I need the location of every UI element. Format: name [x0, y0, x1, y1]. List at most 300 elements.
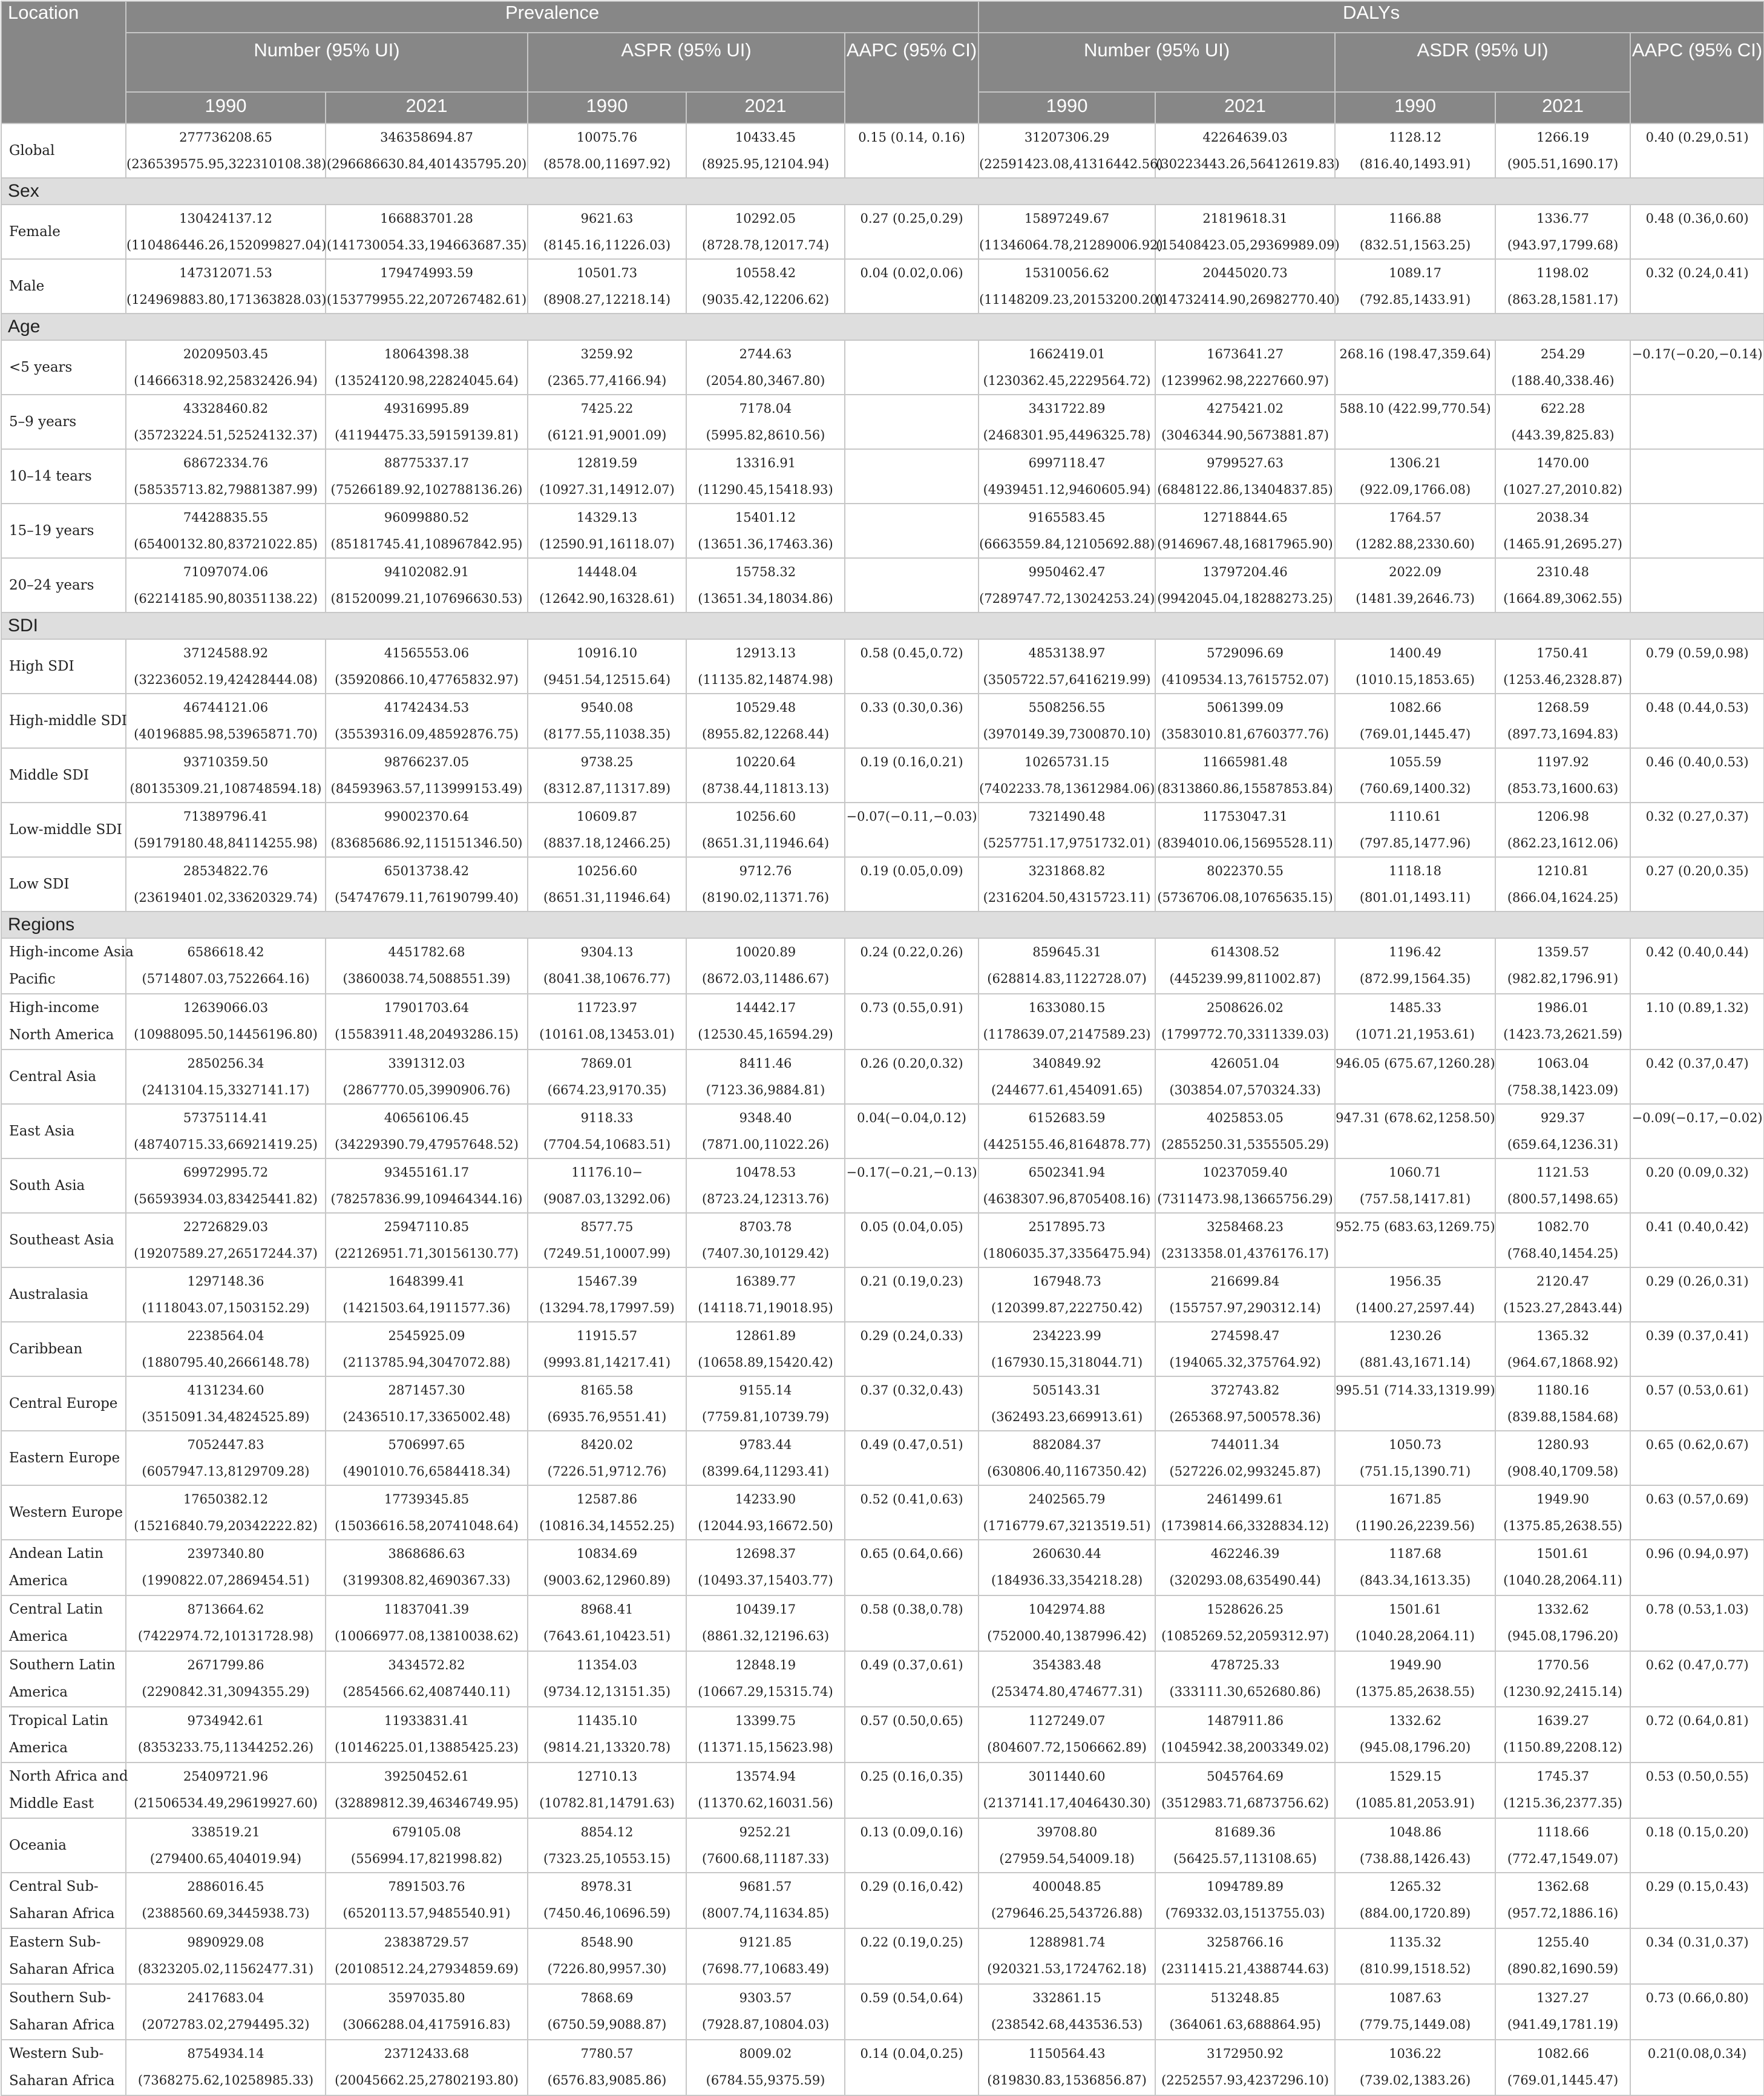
table-row [1, 748, 1764, 803]
uncertainty-interval: (184936.33,354218.28) [991, 1573, 1143, 1588]
uncertainty-interval: (65400132.80,83721022.85) [134, 537, 318, 551]
estimate-value: 10433.45 [735, 130, 796, 145]
value-cell [126, 1050, 326, 1104]
uncertainty-interval: (320293.08,635490.44) [1169, 1573, 1321, 1588]
location-cell [1, 803, 126, 857]
location-label: Australasia [9, 1287, 89, 1303]
estimate-value: 17901703.64 [384, 1000, 470, 1015]
uncertainty-interval: (853.73,1600.63) [1507, 781, 1619, 796]
location-label: Low SDI [9, 876, 70, 892]
uncertainty-interval: (7643.61,10423.51) [543, 1629, 671, 1643]
estimate-value: 10256.60 [576, 864, 638, 878]
value-cell [326, 1050, 528, 1104]
value-cell [686, 938, 845, 994]
uncertainty-interval: (7289747.72,13024253.24) [979, 591, 1155, 606]
uncertainty-interval: (757.58,1417.81) [1359, 1192, 1471, 1206]
uncertainty-interval: (8723.24,12313.76) [701, 1192, 830, 1206]
value-cell [1495, 748, 1630, 803]
estimate-value: 1306.21 [1389, 456, 1441, 470]
estimate-value: 1648399.41 [388, 1274, 465, 1289]
header-year-2021: 2021 [1495, 92, 1630, 123]
uncertainty-interval: (80135309.21,108748594.18) [130, 781, 322, 796]
estimate-value: 6586618.42 [187, 945, 264, 959]
table-row [1, 803, 1764, 857]
value-cell [326, 1158, 528, 1213]
estimate-value: 1082.66 [1536, 2046, 1589, 2061]
estimate-value: 3231868.82 [1028, 864, 1106, 878]
aapc-value: 1.10 (0.89,1.32) [1645, 1000, 1749, 1015]
value-cell [528, 123, 686, 178]
estimate-value: 2022.09 [1389, 565, 1441, 579]
uncertainty-interval: (7871.00,11022.26) [701, 1137, 830, 1152]
uncertainty-interval: (32236052.19,42428444.08) [134, 672, 318, 687]
table-row [1, 1984, 1764, 2040]
value-cell [326, 1267, 528, 1322]
location-cell [1, 123, 126, 178]
uncertainty-interval: (1739814.66,3328834.12) [1161, 1519, 1330, 1533]
uncertainty-interval: (14732414.90,26982770.40) [1156, 292, 1340, 307]
aapc-value: 0.04(−0.04,0.12) [857, 1111, 966, 1125]
value-cell [326, 1928, 528, 1984]
section-title: Age [1, 314, 1764, 340]
estimate-value: 15758.32 [735, 565, 796, 579]
uncertainty-interval: (8353233.75,11344252.26) [137, 1740, 314, 1755]
uncertainty-interval: (35723224.51,52524132.37) [134, 428, 318, 442]
uncertainty-interval: (7311473.98,13665756.29) [1157, 1192, 1333, 1206]
value-cell [686, 1213, 845, 1267]
estimate-value: 9712.76 [739, 864, 792, 878]
uncertainty-interval: (1027.27,2010.82) [1503, 482, 1622, 497]
value-cell [126, 694, 326, 748]
uncertainty-interval: (8651.31,11946.64) [543, 890, 671, 905]
uncertainty-interval: (8908.27,12218.14) [543, 292, 671, 307]
value-cell [1335, 259, 1495, 314]
uncertainty-interval: (9993.81,14217.41) [543, 1355, 671, 1370]
section-title: Regions [1, 912, 1764, 938]
estimate-value: 10609.87 [576, 809, 638, 824]
location-label: South Asia [9, 1178, 85, 1194]
estimate-value: 10834.69 [576, 1546, 638, 1561]
estimate-value: 340849.92 [1032, 1056, 1101, 1071]
aapc-cell [1630, 340, 1764, 395]
uncertainty-interval: (630806.40,1167350.42) [987, 1464, 1147, 1479]
estimate-value: 2671799.86 [187, 1658, 264, 1672]
location-cell [1, 558, 126, 613]
aapc-value: 0.65 (0.64,0.66) [860, 1546, 963, 1561]
value-cell [979, 340, 1155, 395]
estimate-value: 46744121.06 [183, 700, 269, 715]
uncertainty-interval: (13651.34,18034.86) [698, 591, 833, 606]
estimate-value: 9734942.61 [187, 1713, 264, 1728]
value-cell [686, 395, 845, 449]
table-row [1, 1267, 1764, 1322]
estimate-value: 14442.17 [735, 1000, 796, 1015]
estimate-value: 2310.48 [1536, 565, 1589, 579]
aapc-cell [1630, 1322, 1764, 1376]
estimate-value: 478725.33 [1210, 1658, 1280, 1672]
location-label: Southern Sub- [9, 1990, 111, 2006]
uncertainty-interval: (943.97,1799.68) [1507, 238, 1619, 252]
uncertainty-interval: (2311415.21,4388744.63) [1161, 1962, 1330, 1976]
aapc-cell [1630, 259, 1764, 314]
value-cell [1155, 504, 1335, 558]
uncertainty-interval: (7698.77,10683.49) [701, 1962, 830, 1976]
value-cell [979, 748, 1155, 803]
uncertainty-interval: (15036616.58,20741048.64) [335, 1519, 519, 1533]
value-cell [1155, 395, 1335, 449]
value-cell [979, 1158, 1155, 1213]
estimate-value: 3868686.63 [388, 1546, 465, 1561]
value-cell [1155, 449, 1335, 504]
uncertainty-interval: (10927.31,14912.07) [539, 482, 675, 497]
estimate-value: 7780.57 [580, 2046, 634, 2061]
value-cell [126, 2040, 326, 2095]
table-row [1, 449, 1764, 504]
uncertainty-interval: (6576.83,9085.86) [547, 2073, 667, 2088]
uncertainty-interval: (23619401.02,33620329.74) [134, 890, 318, 905]
value-cell [686, 205, 845, 259]
value-cell [528, 694, 686, 748]
value-cell [126, 748, 326, 803]
uncertainty-interval: (58535713.82,79881387.99) [134, 482, 318, 497]
value-cell [979, 938, 1155, 994]
aapc-value: 0.48 (0.36,0.60) [1645, 211, 1749, 226]
uncertainty-interval: (527226.02,993245.87) [1169, 1464, 1321, 1479]
value-cell [1155, 1540, 1335, 1595]
uncertainty-interval: (922.09,1766.08) [1359, 482, 1471, 497]
uncertainty-interval: (816.40,1493.91) [1359, 157, 1471, 171]
estimate-value: 5061399.09 [1207, 700, 1284, 715]
estimate-value: 2417683.04 [187, 1991, 264, 2005]
uncertainty-interval: (7123.36,9884.81) [706, 1083, 825, 1097]
location-cell [1, 340, 126, 395]
aapc-cell [845, 1540, 979, 1595]
value-cell [326, 395, 528, 449]
estimate-value: 614308.52 [1210, 945, 1280, 959]
value-cell [326, 1651, 528, 1707]
aapc-cell [1630, 1818, 1764, 1873]
value-cell [979, 803, 1155, 857]
uncertainty-interval: (194065.32,375764.92) [1169, 1355, 1321, 1370]
value-cell [686, 1104, 845, 1158]
uncertainty-interval: (11290.45,15418.93) [698, 482, 833, 497]
estimate-value: 354383.48 [1032, 1658, 1101, 1672]
uncertainty-interval: (8672.03,11486.67) [701, 971, 830, 986]
value-cell [1335, 1818, 1495, 1873]
value-cell [528, 748, 686, 803]
value-cell [528, 1763, 686, 1818]
estimate-value: 277736208.65 [179, 130, 272, 145]
estimate-value: 346358694.87 [380, 130, 473, 145]
value-cell [979, 1267, 1155, 1322]
estimate-value: 15467.39 [576, 1274, 638, 1289]
value-cell [1155, 1763, 1335, 1818]
uncertainty-interval: (1178639.07,2147589.23) [983, 1027, 1151, 1042]
uncertainty-interval: (8738.44,11813.13) [701, 781, 830, 796]
location-label-line2: America [9, 1684, 68, 1700]
uncertainty-interval: (1230.92,2415.14) [1503, 1684, 1622, 1699]
uncertainty-interval: (41194475.33,59159139.81) [335, 428, 519, 442]
aapc-cell [845, 694, 979, 748]
estimate-value: 167948.73 [1032, 1274, 1101, 1289]
uncertainty-interval: (34229390.79,47957648.52) [335, 1137, 519, 1152]
location-cell [1, 1213, 126, 1267]
estimate-value: 15310056.62 [1024, 266, 1110, 280]
value-cell [979, 1984, 1155, 2040]
aapc-cell [845, 1431, 979, 1485]
uncertainty-interval: (1045942.38,2003349.02) [1161, 1740, 1330, 1755]
aapc-cell [1630, 1376, 1764, 1431]
uncertainty-interval: (1481.39,2646.73) [1356, 591, 1475, 606]
value-cell [1335, 857, 1495, 912]
value-cell [686, 504, 845, 558]
estimate-value: 9738.25 [580, 755, 634, 769]
estimate-value: 3431722.89 [1028, 401, 1106, 416]
header-year-1990: 1990 [528, 92, 686, 123]
value-cell [686, 639, 845, 694]
uncertainty-interval: (83685686.92,115151346.50) [330, 836, 523, 850]
estimate-value: 68672334.76 [183, 456, 269, 470]
estimate-value: 8968.41 [580, 1602, 634, 1617]
estimate-value: 13316.91 [735, 456, 796, 470]
uncertainty-interval: (890.82,1690.59) [1507, 1962, 1619, 1976]
uncertainty-interval: (769.01,1445.47) [1359, 727, 1471, 741]
estimate-value: 1110.61 [1389, 809, 1441, 824]
uncertainty-interval: (792.85,1433.91) [1359, 292, 1471, 307]
aapc-value: 0.40 (0.29,0.51) [1645, 130, 1749, 145]
estimate-value: 23712433.68 [384, 2046, 470, 2061]
uncertainty-interval: (4425155.46,8164878.77) [983, 1137, 1151, 1152]
value-cell [1155, 639, 1335, 694]
aapc-cell [1630, 1984, 1764, 2040]
aapc-cell [1630, 205, 1764, 259]
uncertainty-interval: (1664.89,3062.55) [1503, 591, 1622, 606]
estimate-value: 260630.44 [1032, 1546, 1101, 1561]
location-cell [1, 1485, 126, 1540]
estimate-value: 13574.94 [735, 1769, 796, 1784]
location-label-line2: Middle East [9, 1796, 94, 1812]
uncertainty-interval: (364061.63,688864.95) [1169, 2017, 1321, 2032]
value-cell [1155, 1984, 1335, 2040]
value-cell [528, 639, 686, 694]
section-header [1, 613, 1764, 639]
estimate-value: 3172950.92 [1207, 2046, 1284, 2061]
value-cell [528, 259, 686, 314]
uncertainty-interval: (2468301.95,4496325.78) [983, 428, 1151, 442]
uncertainty-interval: (1716779.67,3213519.51) [983, 1519, 1151, 1533]
estimate-value: 9681.57 [739, 1879, 792, 1894]
aapc-value: 0.42 (0.37,0.47) [1645, 1056, 1749, 1071]
uncertainty-interval: (739.02,1383.26) [1359, 2073, 1471, 2088]
aapc-cell [1630, 395, 1764, 449]
aapc-cell [845, 449, 979, 504]
uncertainty-interval: (40196885.98,53965871.70) [134, 727, 318, 741]
estimate-value: 274598.47 [1210, 1329, 1280, 1343]
uncertainty-interval: (1150.89,2208.12) [1503, 1740, 1622, 1755]
estimate-value: 1280.93 [1536, 1437, 1589, 1452]
location-cell [1, 1376, 126, 1431]
uncertainty-interval: (3512983.71,6873756.62) [1161, 1796, 1330, 1810]
estimate-value: 12848.19 [735, 1658, 796, 1672]
estimate-value: 71097074.06 [183, 565, 269, 579]
value-cell [686, 1431, 845, 1485]
value-cell [528, 1928, 686, 1984]
estimate-value: 12710.13 [576, 1769, 638, 1784]
estimate-value: 4275421.02 [1207, 401, 1284, 416]
value-cell [1495, 558, 1630, 613]
value-cell [1155, 1376, 1335, 1431]
uncertainty-interval: (1071.21,1953.61) [1356, 1027, 1475, 1042]
estimate-value: 1127249.07 [1028, 1713, 1106, 1728]
value-cell [1495, 1707, 1630, 1763]
aapc-cell [845, 558, 979, 613]
value-cell [979, 1485, 1155, 1540]
value-cell [126, 1431, 326, 1485]
uncertainty-interval: (14666318.92,25832426.94) [134, 373, 318, 388]
value-cell [528, 1984, 686, 2040]
aapc-cell [1630, 1104, 1764, 1158]
aapc-value: 0.58 (0.45,0.72) [860, 646, 963, 660]
estimate-value: 1196.42 [1389, 945, 1441, 959]
aapc-cell [1630, 1050, 1764, 1104]
table-row [1, 123, 1764, 178]
value-cell [326, 1376, 528, 1431]
value-cell [528, 1431, 686, 1485]
estimate-value: 1750.41 [1536, 646, 1589, 660]
location-label: Middle SDI [9, 767, 89, 783]
value-cell [1155, 1213, 1335, 1267]
aapc-cell [845, 1485, 979, 1540]
value-cell [326, 1540, 528, 1595]
uncertainty-interval: (2113785.94,3047072.88) [343, 1355, 511, 1370]
aapc-value: 0.37 (0.32,0.43) [860, 1383, 963, 1398]
estimate-value: 8411.46 [739, 1056, 792, 1071]
estimate-value: 8420.02 [580, 1437, 634, 1452]
estimate-value: 9950462.47 [1028, 565, 1106, 579]
estimate-value: 1255.40 [1536, 1935, 1589, 1950]
value-cell [126, 1595, 326, 1651]
location-label: Female [9, 224, 61, 240]
uncertainty-interval: (945.08,1796.20) [1359, 1740, 1471, 1755]
aapc-cell [845, 994, 979, 1050]
value-cell [126, 1928, 326, 1984]
uncertainty-interval: (797.85,1477.96) [1359, 836, 1471, 850]
estimate-value: 1266.19 [1536, 130, 1589, 145]
uncertainty-interval: (15583911.48,20493286.15) [335, 1027, 519, 1042]
section-header [1, 178, 1764, 205]
uncertainty-interval: (1799772.70,3311339.03) [1161, 1027, 1330, 1042]
value-cell [1155, 1651, 1335, 1707]
uncertainty-interval: (8041.38,10676.77) [543, 971, 671, 986]
uncertainty-interval: (7928.87,10804.03) [701, 2017, 830, 2032]
aapc-value: 0.22 (0.19,0.25) [860, 1935, 963, 1950]
table-row [1, 259, 1764, 314]
value-cell [1495, 1873, 1630, 1928]
uncertainty-interval: (20108512.24,27934859.69) [335, 1962, 519, 1976]
value-cell [979, 1322, 1155, 1376]
value-cell [1495, 1267, 1630, 1322]
value-cell [326, 857, 528, 912]
estimate-value: 1118.18 [1389, 864, 1441, 878]
estimate-value: 9783.44 [739, 1437, 792, 1452]
uncertainty-interval: (8313860.86,15587853.84) [1157, 781, 1333, 796]
value-cell [528, 994, 686, 1050]
aapc-cell [1630, 694, 1764, 748]
uncertainty-interval: (6674.23,9170.35) [547, 1083, 667, 1097]
estimate-value: 13399.75 [735, 1713, 796, 1728]
estimate-value: 17650382.12 [183, 1492, 269, 1506]
aapc-cell [845, 639, 979, 694]
value-cell [979, 2040, 1155, 2095]
estimate-value: 16389.77 [735, 1274, 796, 1289]
uncertainty-interval: (8861.32,12196.63) [701, 1629, 830, 1643]
value-cell [686, 1928, 845, 1984]
aapc-cell [845, 504, 979, 558]
uncertainty-interval: (12530.45,16594.29) [698, 1027, 833, 1042]
aapc-cell [845, 395, 979, 449]
estimate-value: 7869.01 [580, 1056, 634, 1071]
value-cell [126, 1651, 326, 1707]
estimate-value: 9890929.08 [187, 1935, 264, 1950]
estimate-value: 1673641.27 [1207, 347, 1284, 361]
value-cell [1155, 205, 1340, 259]
value-cell [979, 1928, 1155, 1984]
location-label: <5 years [9, 360, 73, 375]
value-cell [126, 558, 326, 613]
estimate-value: 8009.02 [739, 2046, 792, 2061]
estimate-value: 10256.60 [735, 809, 796, 824]
estimate-value: 96099880.52 [384, 510, 470, 525]
value-cell [1335, 123, 1495, 178]
value-cell [979, 1050, 1155, 1104]
value-cell [528, 1651, 686, 1707]
estimate-value: 81689.36 [1215, 1825, 1276, 1839]
estimate-value: 1297148.36 [187, 1274, 264, 1289]
location-label: Central Sub- [9, 1879, 99, 1894]
value-cell [1335, 994, 1495, 1050]
estimate-value: 1359.57 [1536, 945, 1589, 959]
value-cell [326, 803, 528, 857]
uncertainty-interval: (556994.17,821998.82) [350, 1851, 503, 1866]
section-title: SDI [1, 613, 1764, 639]
uncertainty-interval: (920321.53,1724762.18) [987, 1962, 1147, 1976]
estimate-value: 8577.75 [580, 1220, 634, 1234]
uncertainty-interval: (1400.27,2597.44) [1356, 1301, 1475, 1315]
aapc-cell [1630, 449, 1764, 504]
estimate-value: 147312071.53 [179, 266, 272, 280]
estimate-value: 9540.08 [580, 700, 634, 715]
value-cell [326, 1707, 528, 1763]
value-cell [1335, 748, 1495, 803]
value-cell [979, 1213, 1155, 1267]
estimate-value: 69972995.72 [183, 1165, 269, 1180]
value-cell [126, 1158, 326, 1213]
value-cell [126, 1873, 326, 1928]
estimate-value: 1060.71 [1389, 1165, 1441, 1180]
uncertainty-interval: (85181745.41,108967842.95) [330, 537, 523, 551]
uncertainty-interval: (11148209.23,20153200.20) [979, 292, 1163, 307]
estimate-value: 332861.15 [1032, 1991, 1101, 2005]
location-label: Caribbean [9, 1341, 83, 1357]
value-cell [1495, 504, 1630, 558]
estimate-value: 2886016.45 [187, 1879, 264, 1894]
uncertainty-interval: (2854566.62,4087440.11) [343, 1684, 511, 1699]
uncertainty-interval: (14118.71,19018.95) [698, 1301, 833, 1315]
location-label-line2: Pacific [9, 971, 56, 987]
value-cell [326, 1763, 528, 1818]
aapc-value: 0.62 (0.47,0.77) [1645, 1658, 1749, 1672]
estimate-value: 1048.86 [1389, 1825, 1441, 1839]
